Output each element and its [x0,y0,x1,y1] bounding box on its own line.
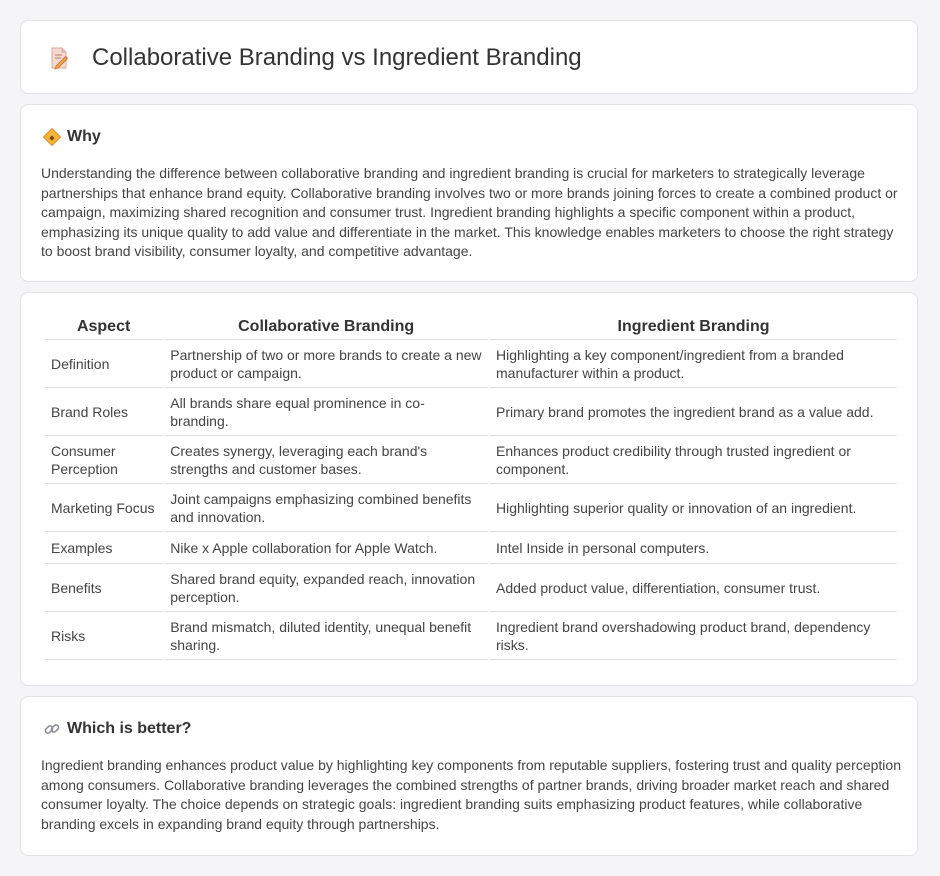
row-collaborative: Partnership of two or more brands to create a new product or campaign. [164,340,488,388]
row-ingredient: Highlighting superior quality or innovation of an ingredient. [490,484,897,532]
table-row [45,564,897,612]
better-heading: Which is better? [67,720,192,737]
header-aspect: Aspect [45,315,162,340]
which-is-better-section [20,696,918,856]
comparison-section [20,292,918,686]
row-ingredient: Intel Inside in personal computers. [490,532,897,564]
svg-text:◆: ◆ [49,134,55,142]
row-aspect: Brand Roles [45,388,162,436]
title-card [20,20,918,94]
why-text: Understanding the difference between collaborative branding and ingredient branding is crucial for marketers to strategically leverage partnerships that enhance brand equity. Collaborative branding involves two or more brands joining forces to create a combined product or campaign, maximizing shared recognition and consumer trust. Ingredient branding highlights a specific component within a product, emphasizing its unique quality to add value and differentiate in the market. This knowledge enables marketers to choose the right strategy to boost brand visibility, consumer loyalty, and competitive advantage. [41,165,898,259]
link-icon [43,720,61,738]
row-aspect: Benefits [45,564,162,612]
table-row [45,436,897,484]
page-title: Collaborative Branding vs Ingredient Branding [92,44,582,71]
row-ingredient: Enhances product credibility through trusted ingredient or component. [490,436,897,484]
why-section [20,104,918,282]
header-collaborative: Collaborative Branding [164,315,488,340]
table-row [45,340,897,388]
row-ingredient: Ingredient brand overshadowing product brand, dependency risks. [490,612,897,660]
row-ingredient: Primary brand promotes the ingredient brand as a value add. [490,388,897,436]
table-row [45,388,897,436]
row-collaborative: All brands share equal prominence in co-branding. [164,388,488,436]
diamond-road-sign-icon [43,128,61,146]
table-row [45,532,897,564]
row-collaborative: Brand mismatch, diluted identity, unequal benefit sharing. [164,612,488,660]
row-aspect: Risks [45,612,162,660]
better-text: Ingredient branding enhances product value by highlighting key components from reputable suppliers, fostering trust and quality perception among consumers. Collaborative branding leverages the combined strengths of partner brands, driving broader market reach and shared consumer loyalty. The choice depends on strategic goals: ingredient branding suits emphasizing product features, while collaborative branding excels in expanding brand equity through partnerships. [41,757,901,832]
comparison-table [43,315,899,660]
row-collaborative: Shared brand equity, expanded reach, innovation perception. [164,564,488,612]
row-aspect: Definition [45,340,162,388]
header-ingredient: Ingredient Branding [490,315,897,340]
row-collaborative: Joint campaigns emphasizing combined benefits and innovation. [164,484,488,532]
row-collaborative: Nike x Apple collaboration for Apple Watch. [164,532,488,564]
row-ingredient: Added product value, differentiation, consumer trust. [490,564,897,612]
row-aspect: Consumer Perception [45,436,162,484]
document-pencil-icon [47,46,71,70]
table-row [45,612,897,660]
row-aspect: Marketing Focus [45,484,162,532]
row-aspect: Examples [45,532,162,564]
row-ingredient: Highlighting a key component/ingredient from a branded manufacturer within a product. [490,340,897,388]
row-collaborative: Creates synergy, leveraging each brand's strengths and customer bases. [164,436,488,484]
table-row [45,484,897,532]
table-header-row [45,315,897,340]
why-heading: Why [67,128,101,145]
